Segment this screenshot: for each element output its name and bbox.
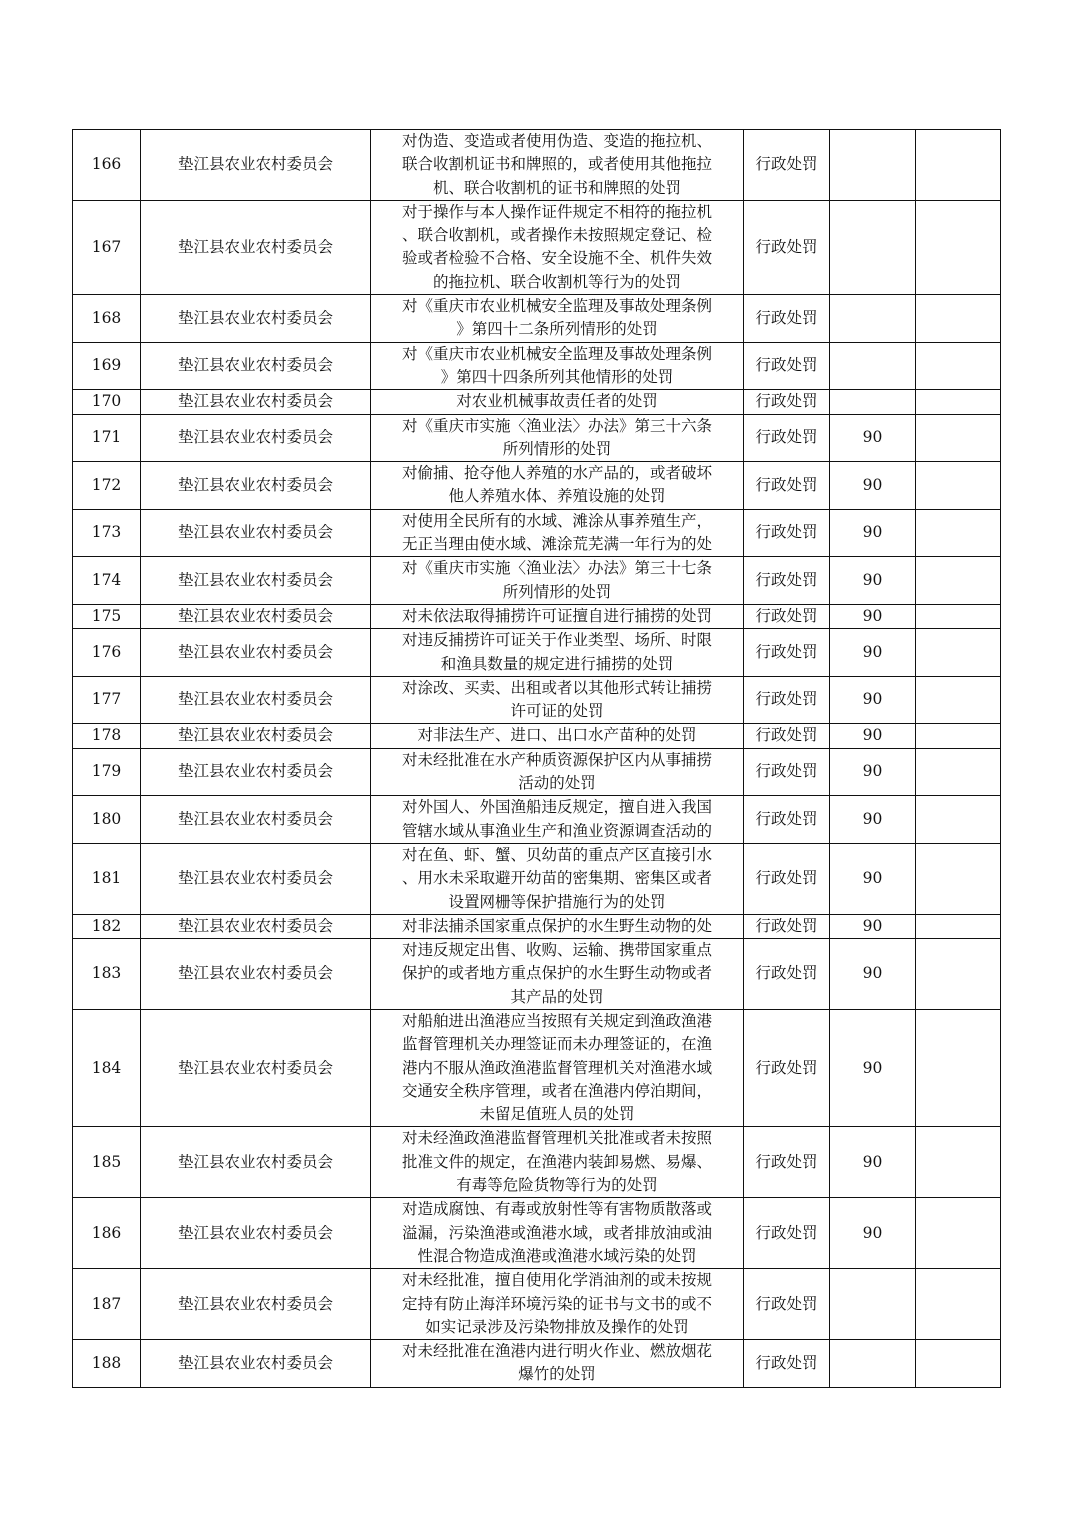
description-line: 无正当理由使水域、滩涂荒芜满一年行为的处 xyxy=(401,535,712,554)
time-limit-cell: 90 xyxy=(830,724,916,748)
penalty-description-cell xyxy=(371,295,744,343)
penalty-description-cell xyxy=(371,1009,744,1126)
time-limit-cell: 90 xyxy=(830,939,916,1010)
description-line: 所列情形的处罚 xyxy=(502,582,612,601)
description-line: 溢漏，污染渔港或渔港水域，或者排放油或油 xyxy=(401,1223,712,1242)
penalty-description-cell xyxy=(371,1340,744,1388)
time-limit-cell xyxy=(830,295,916,343)
time-limit-cell: 90 xyxy=(830,1198,916,1269)
description-line: 交通安全秩序管理，或者在渔港内停泊期间， xyxy=(401,1081,712,1100)
penalty-type-cell: 行政处罚 xyxy=(744,462,830,510)
penalty-description-cell xyxy=(371,629,744,677)
authority-cell: 垫江县农业农村委员会 xyxy=(141,200,371,294)
note-cell xyxy=(916,1340,1001,1388)
penalty-type-cell: 行政处罚 xyxy=(744,200,830,294)
note-cell xyxy=(916,1127,1001,1198)
description-line: 对船舶进出渔港应当按照有关规定到渔政渔港 xyxy=(401,1011,712,1030)
note-cell xyxy=(916,295,1001,343)
row-number-cell: 174 xyxy=(73,557,141,605)
time-limit-cell xyxy=(830,390,916,414)
penalty-description-cell xyxy=(371,509,744,557)
authority-cell: 垫江县农业农村委员会 xyxy=(141,843,371,914)
description-line: 的拖拉机、联合收割机等行为的处罚 xyxy=(432,272,681,291)
description-line: 批准文件的规定，在渔港内装卸易燃、易爆、 xyxy=(401,1152,712,1171)
row-number-cell: 181 xyxy=(73,843,141,914)
penalty-type-cell: 行政处罚 xyxy=(744,130,830,201)
row-number-cell: 175 xyxy=(73,604,141,628)
description-line: 对涂改、买卖、出租或者以其他形式转让捕捞 xyxy=(401,678,712,697)
note-cell xyxy=(916,557,1001,605)
description-line: 未留足值班人员的处罚 xyxy=(479,1105,635,1124)
penalty-description-cell xyxy=(371,914,744,938)
penalty-description-cell xyxy=(371,130,744,201)
description-line: 对在鱼、虾、蟹、贝幼苗的重点产区直接引水 xyxy=(401,845,712,864)
time-limit-cell: 90 xyxy=(830,914,916,938)
note-cell xyxy=(916,604,1001,628)
description-line: 对《重庆市农业机械安全监理及事故处理条例 xyxy=(401,344,712,363)
authority-cell: 垫江县农业农村委员会 xyxy=(141,1340,371,1388)
table-row xyxy=(73,1269,1001,1340)
table-row xyxy=(73,414,1001,462)
penalty-type-cell: 行政处罚 xyxy=(744,843,830,914)
description-line: 》第四十二条所列情形的处罚 xyxy=(456,320,658,339)
row-number-cell: 185 xyxy=(73,1127,141,1198)
description-line: 对偷捕、抢夺他人养殖的水产品的，或者破坏 xyxy=(401,464,712,483)
authority-cell: 垫江县农业农村委员会 xyxy=(141,629,371,677)
penalty-description-cell xyxy=(371,342,744,390)
note-cell xyxy=(916,748,1001,796)
description-line: 对未经渔政渔港监督管理机关批准或者未按照 xyxy=(401,1129,712,1148)
penalty-description-cell xyxy=(371,390,744,414)
description-line: 活动的处罚 xyxy=(518,774,596,793)
note-cell xyxy=(916,1009,1001,1126)
description-line: 对《重庆市农业机械安全监理及事故处理条例 xyxy=(401,297,712,316)
row-number-cell: 178 xyxy=(73,724,141,748)
description-line: 港内不服从渔政渔港监督管理机关对渔港水域 xyxy=(401,1058,712,1077)
description-line: 有毒等危险货物等行为的处罚 xyxy=(456,1176,658,1195)
note-cell xyxy=(916,414,1001,462)
row-number-cell: 186 xyxy=(73,1198,141,1269)
description-line: 其产品的处罚 xyxy=(510,987,604,1006)
authority-cell: 垫江县农业农村委员会 xyxy=(141,939,371,1010)
time-limit-cell: 90 xyxy=(830,843,916,914)
description-line: 对违反规定出售、收购、运输、携带国家重点 xyxy=(401,941,712,960)
penalty-type-cell: 行政处罚 xyxy=(744,1198,830,1269)
table-row xyxy=(73,1340,1001,1388)
penalty-description-cell xyxy=(371,748,744,796)
row-number-cell: 172 xyxy=(73,462,141,510)
note-cell xyxy=(916,914,1001,938)
table-row xyxy=(73,843,1001,914)
row-number-cell: 187 xyxy=(73,1269,141,1340)
note-cell xyxy=(916,939,1001,1010)
penalty-type-cell: 行政处罚 xyxy=(744,509,830,557)
table-row xyxy=(73,557,1001,605)
penalty-description-cell xyxy=(371,557,744,605)
row-number-cell: 169 xyxy=(73,342,141,390)
description-line: 验或者检验不合格、安全设施不全、机件失效 xyxy=(401,249,712,268)
description-line: 对《重庆市实施〈渔业法〉办法》第三十六条 xyxy=(401,416,712,435)
penalty-description-cell xyxy=(371,724,744,748)
authority-cell: 垫江县农业农村委员会 xyxy=(141,414,371,462)
description-line: 、联合收割机，或者操作未按照规定登记、检 xyxy=(401,226,712,245)
authority-cell: 垫江县农业农村委员会 xyxy=(141,1127,371,1198)
description-line: 爆竹的处罚 xyxy=(518,1365,596,1384)
penalty-type-cell: 行政处罚 xyxy=(744,914,830,938)
table-row xyxy=(73,342,1001,390)
penalty-description-cell xyxy=(371,939,744,1010)
table-row xyxy=(73,200,1001,294)
time-limit-cell: 90 xyxy=(830,462,916,510)
penalty-description-cell xyxy=(371,1198,744,1269)
table-row xyxy=(73,295,1001,343)
description-line: 许可证的处罚 xyxy=(510,702,604,721)
time-limit-cell: 90 xyxy=(830,676,916,724)
description-line: 对《重庆市实施〈渔业法〉办法》第三十七条 xyxy=(401,559,712,578)
table-row xyxy=(73,509,1001,557)
description-line: 监督管理机关办理签证而未办理签证的，在渔 xyxy=(401,1035,712,1054)
penalty-type-cell: 行政处罚 xyxy=(744,629,830,677)
description-line: 如实记录涉及污染物排放及操作的处罚 xyxy=(425,1317,689,1336)
penalty-type-cell: 行政处罚 xyxy=(744,1009,830,1126)
description-line: 对造成腐蚀、有毒或放射性等有害物质散落或 xyxy=(401,1200,712,1219)
note-cell xyxy=(916,724,1001,748)
row-number-cell: 183 xyxy=(73,939,141,1010)
time-limit-cell: 90 xyxy=(830,414,916,462)
description-line: 联合收割机证书和牌照的，或者使用其他拖拉 xyxy=(401,155,712,174)
description-line: 对未经批准在水产种质资源保护区内从事捕捞 xyxy=(401,750,712,769)
note-cell xyxy=(916,676,1001,724)
time-limit-cell: 90 xyxy=(830,557,916,605)
row-number-cell: 170 xyxy=(73,390,141,414)
row-number-cell: 179 xyxy=(73,748,141,796)
row-number-cell: 184 xyxy=(73,1009,141,1126)
time-limit-cell: 90 xyxy=(830,1127,916,1198)
description-line: 对未经批准，擅自使用化学消油剂的或未按规 xyxy=(401,1271,712,1290)
penalty-description-cell xyxy=(371,796,744,844)
penalty-description-cell xyxy=(371,604,744,628)
table-row xyxy=(73,1198,1001,1269)
description-line: 设置网栅等保护措施行为的处罚 xyxy=(448,892,666,911)
authority-cell: 垫江县农业农村委员会 xyxy=(141,604,371,628)
authority-cell: 垫江县农业农村委员会 xyxy=(141,342,371,390)
note-cell xyxy=(916,509,1001,557)
penalty-type-cell: 行政处罚 xyxy=(744,414,830,462)
penalty-type-cell: 行政处罚 xyxy=(744,1127,830,1198)
row-number-cell: 177 xyxy=(73,676,141,724)
description-line: 所列情形的处罚 xyxy=(502,439,612,458)
time-limit-cell xyxy=(830,1340,916,1388)
description-line: 和渔具数量的规定进行捕捞的处罚 xyxy=(440,654,674,673)
authority-cell: 垫江县农业农村委员会 xyxy=(141,796,371,844)
authority-cell: 垫江县农业农村委员会 xyxy=(141,130,371,201)
description-line: 对非法捕杀国家重点保护的水生野生动物的处 xyxy=(401,916,712,935)
row-number-cell: 167 xyxy=(73,200,141,294)
description-line: 性混合物造成渔港或渔港水域污染的处罚 xyxy=(417,1246,697,1265)
description-line: 对未经批准在渔港内进行明火作业、燃放烟花 xyxy=(401,1342,712,1361)
note-cell xyxy=(916,200,1001,294)
authority-cell: 垫江县农业农村委员会 xyxy=(141,748,371,796)
time-limit-cell xyxy=(830,130,916,201)
row-number-cell: 176 xyxy=(73,629,141,677)
table-row xyxy=(73,130,1001,201)
note-cell xyxy=(916,1198,1001,1269)
description-line: 对农业机械事故责任者的处罚 xyxy=(456,392,658,411)
penalty-type-cell: 行政处罚 xyxy=(744,1340,830,1388)
penalty-description-cell xyxy=(371,462,744,510)
time-limit-cell xyxy=(830,200,916,294)
time-limit-cell: 90 xyxy=(830,796,916,844)
penalty-type-cell: 行政处罚 xyxy=(744,295,830,343)
time-limit-cell xyxy=(830,342,916,390)
time-limit-cell xyxy=(830,1269,916,1340)
table-row xyxy=(73,914,1001,938)
description-line: 对于操作与本人操作证件规定不相符的拖拉机 xyxy=(401,202,712,221)
description-line: 定持有防止海洋环境污染的证书与文书的或不 xyxy=(401,1294,712,1313)
penalty-type-cell: 行政处罚 xyxy=(744,604,830,628)
authority-cell: 垫江县农业农村委员会 xyxy=(141,1009,371,1126)
penalty-type-cell: 行政处罚 xyxy=(744,1269,830,1340)
penalty-type-cell: 行政处罚 xyxy=(744,796,830,844)
penalty-type-cell: 行政处罚 xyxy=(744,676,830,724)
row-number-cell: 168 xyxy=(73,295,141,343)
note-cell xyxy=(916,462,1001,510)
penalty-description-cell xyxy=(371,1269,744,1340)
time-limit-cell: 90 xyxy=(830,748,916,796)
table-row xyxy=(73,390,1001,414)
description-line: 保护的或者地方重点保护的水生野生动物或者 xyxy=(401,964,712,983)
penalty-table-body xyxy=(73,130,1001,1388)
penalty-description-cell xyxy=(371,200,744,294)
authority-cell: 垫江县农业农村委员会 xyxy=(141,557,371,605)
table-row xyxy=(73,748,1001,796)
row-number-cell: 182 xyxy=(73,914,141,938)
penalty-description-cell xyxy=(371,843,744,914)
table-row xyxy=(73,604,1001,628)
authority-cell: 垫江县农业农村委员会 xyxy=(141,724,371,748)
penalty-table xyxy=(72,129,1001,1388)
note-cell xyxy=(916,843,1001,914)
description-line: 对违反捕捞许可证关于作业类型、场所、时限 xyxy=(401,631,712,650)
row-number-cell: 171 xyxy=(73,414,141,462)
row-number-cell: 188 xyxy=(73,1340,141,1388)
table-row xyxy=(73,629,1001,677)
time-limit-cell: 90 xyxy=(830,509,916,557)
penalty-type-cell: 行政处罚 xyxy=(744,557,830,605)
penalty-type-cell: 行政处罚 xyxy=(744,390,830,414)
description-line: 对外国人、外国渔船违反规定，擅自进入我国 xyxy=(401,798,712,817)
time-limit-cell: 90 xyxy=(830,629,916,677)
description-line: 对伪造、变造或者使用伪造、变造的拖拉机、 xyxy=(401,132,712,150)
table-row xyxy=(73,1127,1001,1198)
row-number-cell: 180 xyxy=(73,796,141,844)
table-row xyxy=(73,676,1001,724)
description-line: 他人养殖水体、养殖设施的处罚 xyxy=(448,487,666,506)
note-cell xyxy=(916,390,1001,414)
note-cell xyxy=(916,342,1001,390)
note-cell xyxy=(916,629,1001,677)
authority-cell: 垫江县农业农村委员会 xyxy=(141,509,371,557)
row-number-cell: 166 xyxy=(73,130,141,201)
authority-cell: 垫江县农业农村委员会 xyxy=(141,462,371,510)
penalty-description-cell xyxy=(371,1127,744,1198)
authority-cell: 垫江县农业农村委员会 xyxy=(141,914,371,938)
penalty-description-cell xyxy=(371,676,744,724)
time-limit-cell: 90 xyxy=(830,1009,916,1126)
authority-cell: 垫江县农业农村委员会 xyxy=(141,295,371,343)
authority-cell: 垫江县农业农村委员会 xyxy=(141,1198,371,1269)
row-number-cell: 173 xyxy=(73,509,141,557)
description-line: 、用水未采取避开幼苗的密集期、密集区或者 xyxy=(401,869,712,888)
penalty-description-cell xyxy=(371,414,744,462)
note-cell xyxy=(916,796,1001,844)
note-cell xyxy=(916,130,1001,201)
table-row xyxy=(73,939,1001,1010)
authority-cell: 垫江县农业农村委员会 xyxy=(141,1269,371,1340)
description-line: 对未依法取得捕捞许可证擅自进行捕捞的处罚 xyxy=(401,606,712,625)
authority-cell: 垫江县农业农村委员会 xyxy=(141,390,371,414)
description-line: 》第四十四条所列其他情形的处罚 xyxy=(440,367,674,386)
description-line: 机、联合收割机的证书和牌照的处罚 xyxy=(432,178,681,197)
table-row xyxy=(73,796,1001,844)
penalty-type-cell: 行政处罚 xyxy=(744,342,830,390)
authority-cell: 垫江县农业农村委员会 xyxy=(141,676,371,724)
description-line: 对非法生产、进口、出口水产苗种的处罚 xyxy=(417,726,697,745)
table-row xyxy=(73,1009,1001,1126)
penalty-type-cell: 行政处罚 xyxy=(744,939,830,1010)
description-line: 管辖水域从事渔业生产和渔业资源调查活动的 xyxy=(401,821,712,840)
description-line: 对使用全民所有的水域、滩涂从事养殖生产， xyxy=(401,511,712,530)
time-limit-cell: 90 xyxy=(830,604,916,628)
penalty-type-cell: 行政处罚 xyxy=(744,748,830,796)
table-row xyxy=(73,724,1001,748)
table-row xyxy=(73,462,1001,510)
note-cell xyxy=(916,1269,1001,1340)
penalty-type-cell: 行政处罚 xyxy=(744,724,830,748)
